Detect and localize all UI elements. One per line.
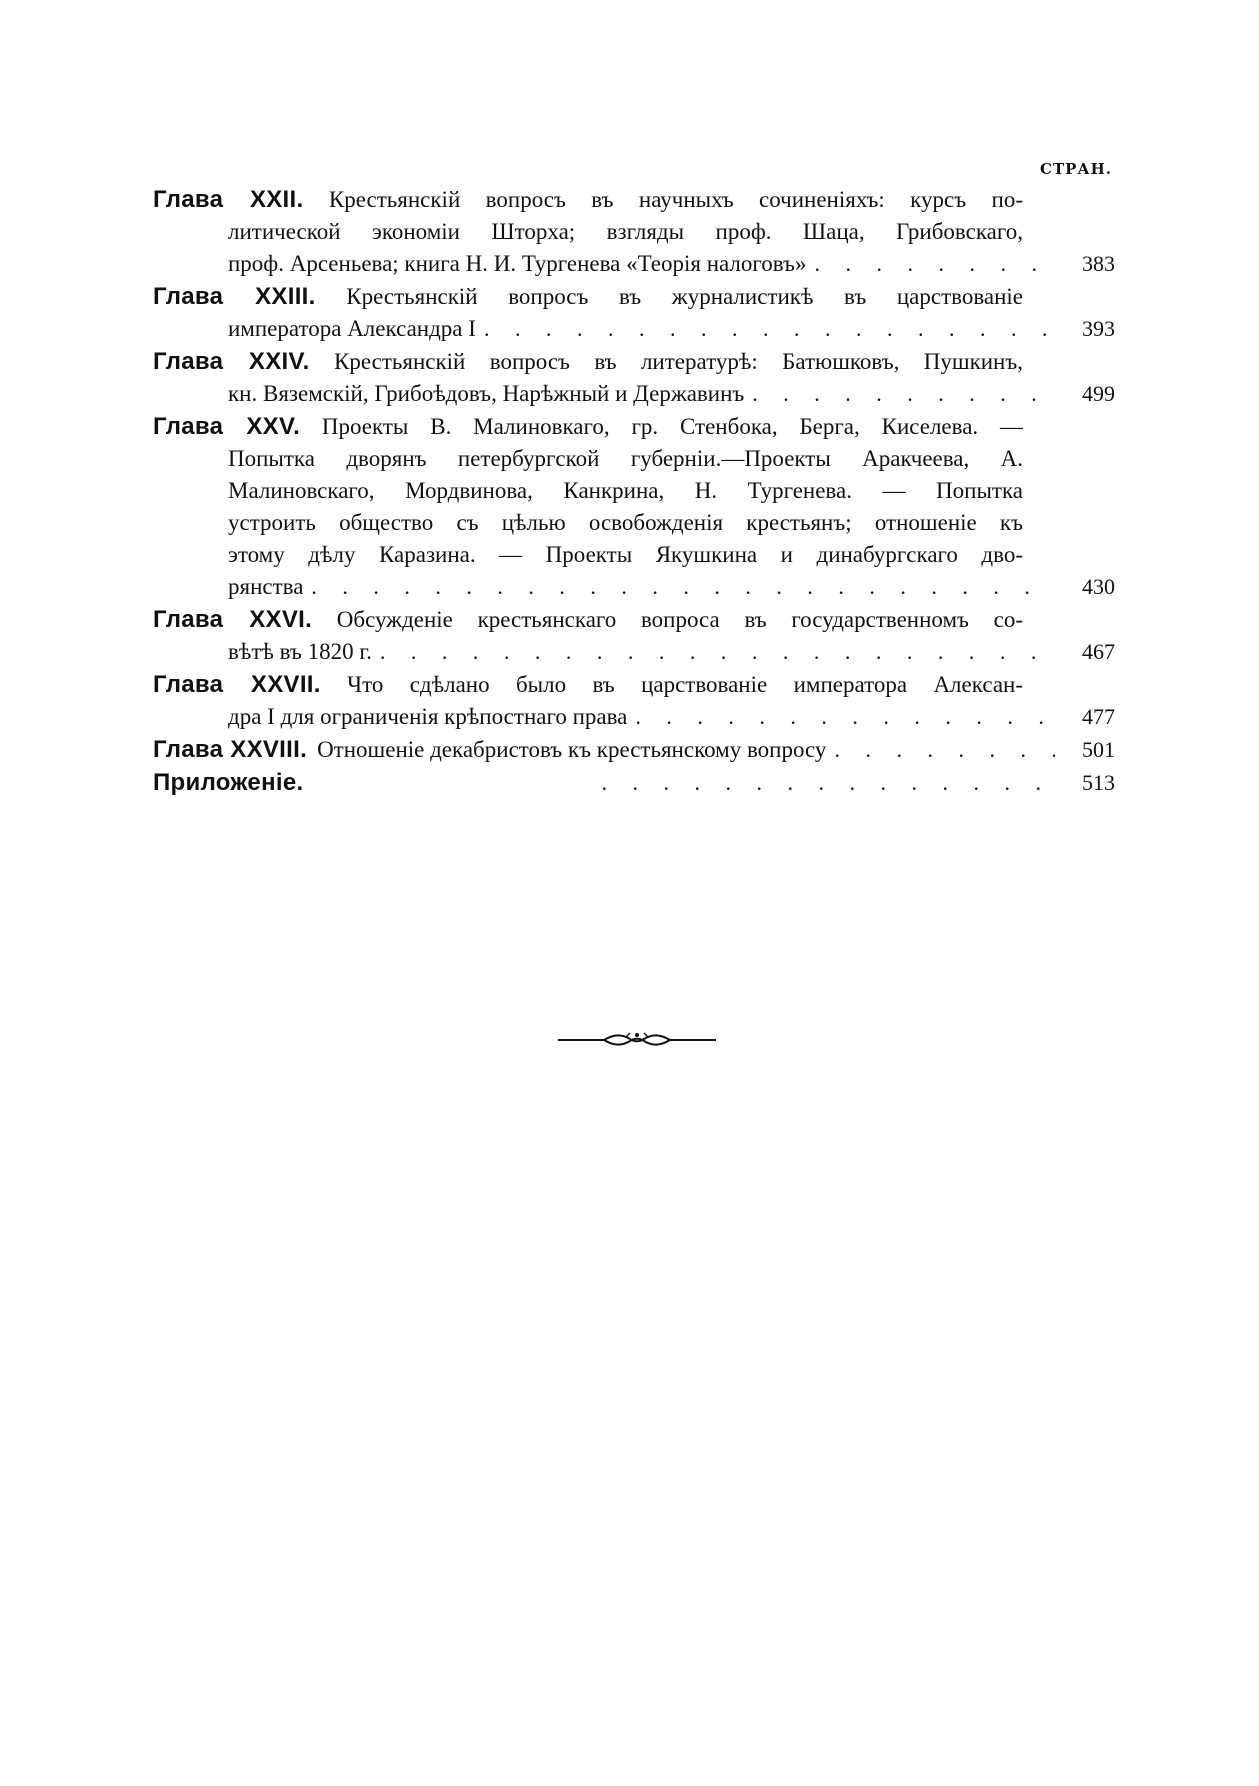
chapter-label: Глава XXVIII. bbox=[153, 736, 308, 763]
dot-leader bbox=[627, 701, 1055, 733]
dot-leader bbox=[826, 734, 1055, 766]
page-column-header: СТРАН. bbox=[1040, 160, 1112, 178]
toc-entry-last-line bbox=[153, 701, 1115, 733]
chapter-title-text: императора Александра I bbox=[228, 316, 476, 341]
page-number: 501 bbox=[1082, 737, 1115, 762]
page-number: 513 bbox=[1082, 770, 1115, 795]
page-number: 383 bbox=[1082, 251, 1115, 276]
page-number: 430 bbox=[1082, 574, 1115, 599]
chapter-label: Глава XXVI. bbox=[153, 606, 313, 633]
chapter-title-text: кн. Вяземскій, Грибоѣдовъ, Нарѣжный и Державинъ bbox=[228, 381, 745, 406]
toc-entry bbox=[153, 281, 1115, 345]
toc-entry bbox=[153, 184, 1115, 280]
table-of-contents bbox=[153, 184, 1115, 799]
chapter-title-text: вѣтѣ въ 1820 г. bbox=[228, 639, 372, 664]
toc-entry-first-line bbox=[153, 184, 1023, 216]
dot-leader bbox=[744, 378, 1055, 410]
chapter-title-continuation: устроить общество съ цѣлью освобожденія крестьянъ; отношеніе къ bbox=[228, 510, 1023, 535]
chapter-label: Глава XXVII. bbox=[153, 671, 321, 698]
toc-entry bbox=[153, 767, 1115, 799]
chapter-label: Глава XXIV. bbox=[153, 348, 310, 375]
page-number: 467 bbox=[1082, 639, 1115, 664]
appendix-label: Приложеніе. bbox=[153, 769, 304, 796]
chapter-label: Глава XXIII. bbox=[153, 283, 316, 310]
toc-entry-first-line bbox=[153, 281, 1023, 313]
chapter-title-continuation: этому дѣлу Каразина. — Проекты Якушкина и динабургскаго дво- bbox=[228, 542, 1023, 567]
dot-leader bbox=[372, 636, 1055, 668]
dot-leader bbox=[476, 313, 1055, 345]
page-number: 499 bbox=[1082, 381, 1115, 406]
toc-entry-last-line bbox=[153, 767, 1115, 799]
toc-entry-first-line bbox=[153, 346, 1023, 378]
chapter-title-text: Обсужденіе крестьянскаго вопроса въ государственномъ со- bbox=[336, 607, 1023, 632]
toc-entry bbox=[153, 346, 1115, 410]
chapter-title-text: Крестьянскій вопросъ въ литературѣ: Батюшковъ, Пушкинъ, bbox=[334, 349, 1023, 374]
chapter-label: Глава XXV. bbox=[153, 413, 301, 440]
toc-entry-last-line bbox=[153, 248, 1115, 280]
chapter-title-text: Отношеніе декабристовъ къ крестьянскому вопросу bbox=[317, 737, 827, 762]
chapter-title-text: проф. Арсеньева; книга Н. И. Тургенева «Теорія налоговъ» bbox=[228, 251, 807, 276]
toc-entry bbox=[153, 411, 1115, 603]
toc-entry bbox=[153, 734, 1115, 766]
toc-entry-first-line bbox=[153, 604, 1023, 636]
chapter-title-text: Проекты В. Малиновкаго, гр. Стенбока, Берга, Киселева. — bbox=[321, 414, 1023, 439]
chapter-title-text: Крестьянскій вопросъ въ научныхъ сочиненіяхъ: курсъ по- bbox=[328, 187, 1023, 212]
page-number: 393 bbox=[1082, 316, 1115, 341]
chapter-title-text: Крестьянскій вопросъ въ журналистикѣ въ царствованіе bbox=[346, 284, 1023, 309]
chapter-label: Глава XXII. bbox=[153, 186, 304, 213]
toc-entry-first-line bbox=[153, 411, 1023, 443]
chapter-title-continuation: Малиновскаго, Мордвинова, Канкрина, Н. Тургенева. — Попытка bbox=[228, 478, 1023, 503]
dot-leader bbox=[593, 767, 1055, 799]
dot-leader bbox=[303, 571, 1055, 603]
toc-entry-last-line bbox=[153, 378, 1115, 410]
toc-entry-last-line bbox=[153, 636, 1115, 668]
page-number: 477 bbox=[1082, 704, 1115, 729]
toc-entry-first-line bbox=[153, 669, 1023, 701]
dot-leader bbox=[806, 248, 1055, 280]
chapter-title-text: дра I для ограниченія крѣпостнаго права bbox=[228, 704, 628, 729]
chapter-title-text: Что сдѣлано было въ царствованіе императора Алексан- bbox=[347, 672, 1023, 697]
toc-entry-last-line bbox=[153, 734, 1115, 766]
chapter-title-continuation: литической экономіи Шторха; взгляды проф. Шаца, Грибовскаго, bbox=[228, 219, 1023, 244]
chapter-title-continuation: Попытка дворянъ петербургской губерніи.—Проекты Аракчеева, А. bbox=[228, 446, 1023, 471]
toc-entry bbox=[153, 604, 1115, 668]
chapter-title-text: рянства bbox=[228, 574, 304, 599]
toc-entry-last-line bbox=[153, 571, 1115, 603]
toc-entry bbox=[153, 669, 1115, 733]
toc-entry-last-line bbox=[153, 313, 1115, 345]
flourish-ornament bbox=[558, 1030, 716, 1050]
